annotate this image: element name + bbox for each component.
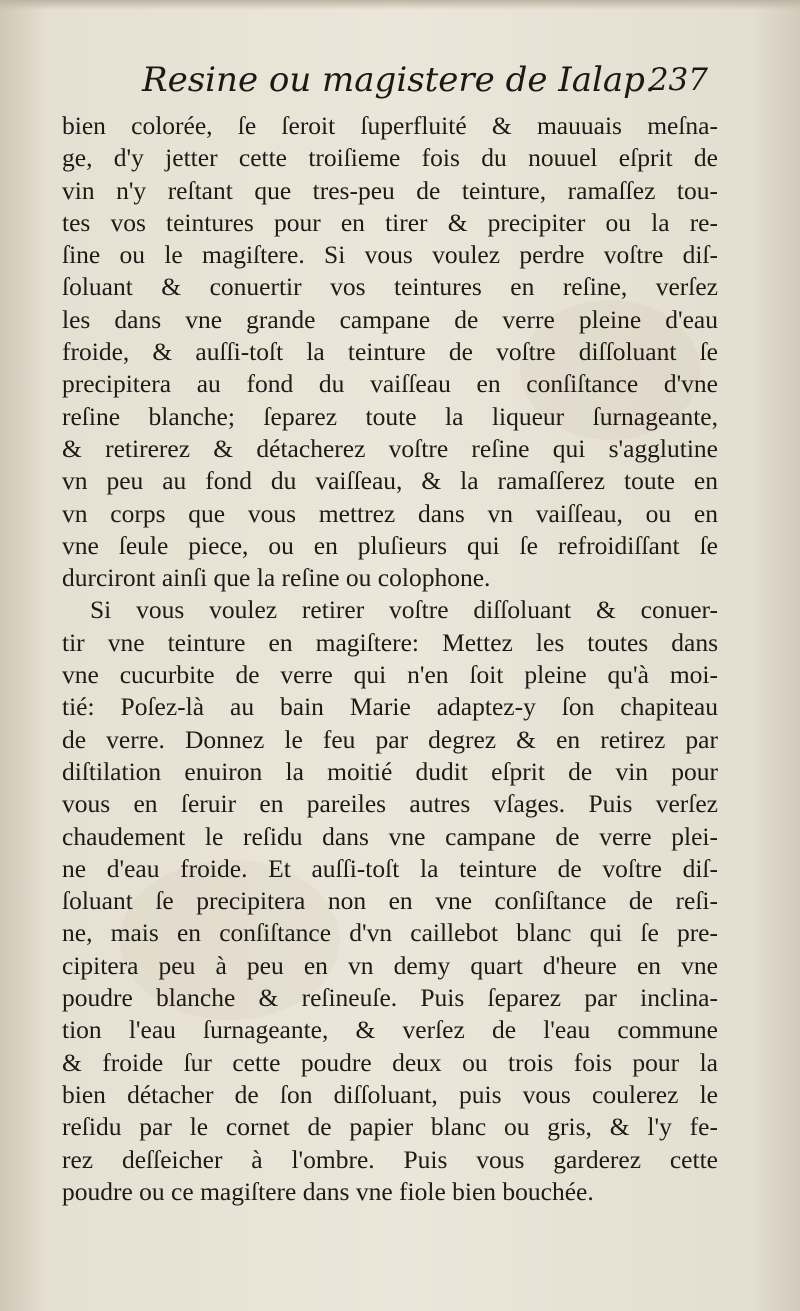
text-line: precipitera au fond du vaiſſeau en conſiſtance d'vne [62,369,718,399]
text-line: de verre. Donnez le feu par degrez & en retirez par [62,724,718,754]
text-line: tes vos teintures pour en tirer & precipiter ou la re- [62,207,718,237]
text-line: reſidu par le cornet de papier blanc ou gris, & l'y fe- [62,1112,718,1142]
text-line: ne d'eau froide. Et auſſi-toſt la teinture de voſtre diſ- [62,853,718,883]
text-line: ne, mais en conſiſtance d'vn caillebot blanc qui ſe pre- [62,918,718,948]
text-line: poudre blanche & reſineuſe. Puis ſeparez par inclina- [62,983,718,1013]
text-line: les dans vne grande campane de verre pleine d'eau [62,304,718,334]
text-line: durciront ainſi que la reſine ou colophone. [62,563,491,593]
text-line: ſoluant ſe precipitera non en vne conſiſtance de reſi- [62,886,718,916]
text-line: reſine blanche; ſeparez toute la liqueur ſurnageante, [62,401,718,431]
text-line: & froide ſur cette poudre deux ou trois fois pour la [62,1047,718,1077]
running-title: Resine ou magistere de Ialap. [142,60,656,100]
text-line: & retirerez & détacherez voſtre reſine qui s'agglutine [62,433,718,463]
text-line: bien détacher de ſon diſſoluant, puis vous coulerez le [62,1079,718,1109]
page-number: 237 [648,62,708,98]
text-line: bien colorée, ſe ſeroit ſuperfluité & mauuais meſna- [62,111,718,140]
text-line: ge, d'y jetter cette troiſieme fois du nouuel eſprit de [62,143,718,173]
text-line: Si vous voulez retirer voſtre diſſoluant & conuer- [90,595,718,625]
text-line: vne cucurbite de verre qui n'en ſoit pleine qu'à moi- [62,660,718,690]
body-text [62,110,718,1208]
page-edge-shadow [0,0,800,10]
text-line: cipitera peu à peu en vn demy quart d'heure en vne [62,950,718,980]
text-line: tié: Poſez-là au bain Marie adaptez-y ſon chapiteau [62,692,718,722]
text-line: tion l'eau ſurnageante, & verſez de l'eau commune [62,1015,718,1045]
text-line: poudre ou ce magiſtere dans vne fiole bien bouchée. [62,1176,594,1206]
text-line: vin n'y reſtant que tres-peu de teinture, ramaſſez tou- [62,175,718,205]
page-header [60,58,710,108]
text-line: diſtilation enuiron la moitié dudit eſprit de vin pour [62,756,718,786]
text-line: vn corps que vous mettrez dans vn vaiſſeau, ou en [62,498,718,528]
text-line: vn peu au fond du vaiſſeau, & la ramaſſerez toute en [62,466,718,496]
text-line: rez deſſeicher à l'ombre. Puis vous garderez cette [62,1144,718,1174]
text-line: chaudement le reſidu dans vne campane de verre plei- [62,821,718,851]
text-line: tir vne teinture en magiſtere: Mettez les toutes dans [62,627,718,657]
text-line: ſine ou le magiſtere. Si vous voulez perdre voſtre diſ- [62,240,718,270]
text-line: vous en ſeruir en pareiles autres vſages. Puis verſez [62,789,718,819]
text-line: froide, & auſſi-toſt la teinture de voſtre diſſoluant ſe [62,337,718,367]
text-line: ſoluant & conuertir vos teintures en reſine, verſez [62,272,718,302]
text-line: vne ſeule piece, ou en pluſieurs qui ſe refroidiſſant ſe [62,530,718,560]
